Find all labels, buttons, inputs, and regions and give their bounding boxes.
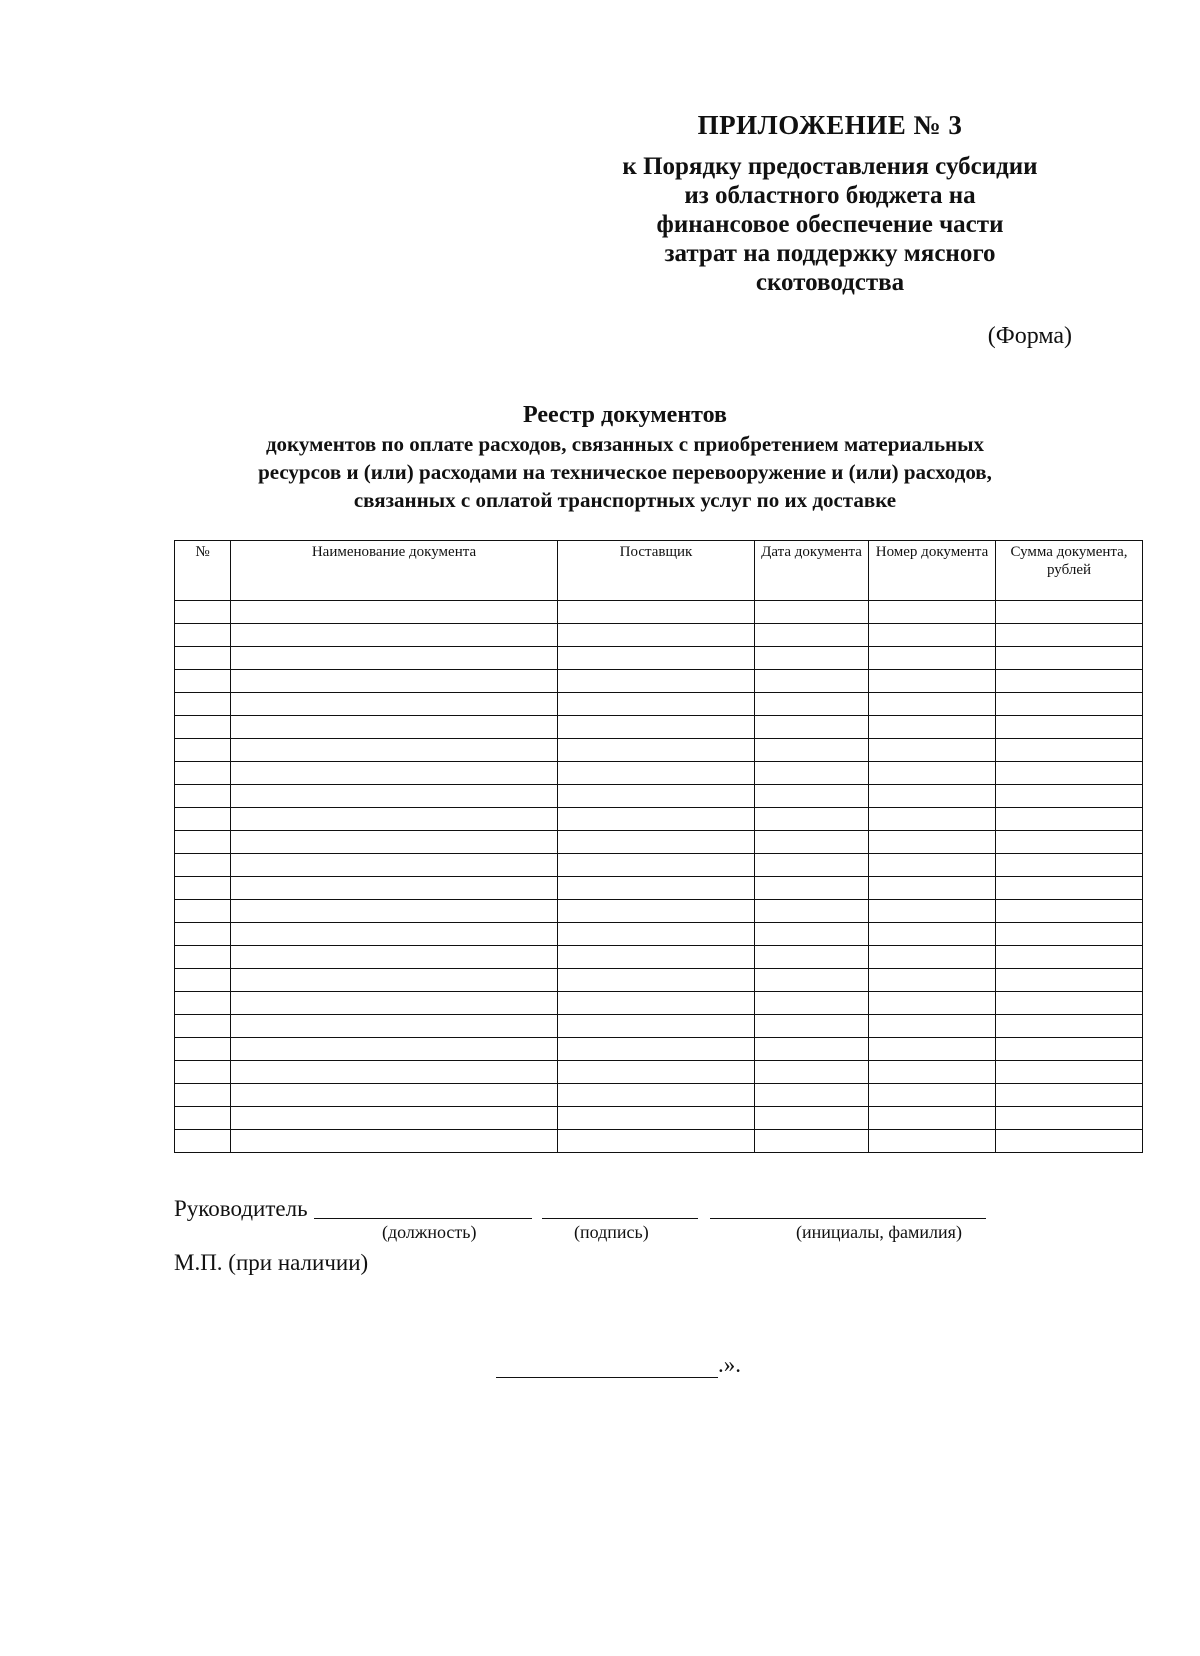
header-number: № bbox=[175, 541, 231, 601]
table-cell bbox=[755, 762, 869, 785]
table-cell bbox=[558, 900, 755, 923]
table-cell bbox=[231, 1107, 558, 1130]
table-cell bbox=[175, 946, 231, 969]
table-cell bbox=[996, 1107, 1143, 1130]
name-line bbox=[710, 1218, 986, 1219]
table-cell bbox=[755, 1061, 869, 1084]
table-cell bbox=[869, 854, 996, 877]
table-cell bbox=[996, 831, 1143, 854]
table-cell bbox=[869, 969, 996, 992]
table-cell bbox=[175, 647, 231, 670]
appendix-line: затрат на поддержку мясного bbox=[664, 240, 996, 267]
table-cell bbox=[869, 647, 996, 670]
table-row bbox=[175, 969, 1143, 992]
table-row bbox=[175, 647, 1143, 670]
table-cell bbox=[996, 670, 1143, 693]
seal-note: М.П. (при наличии) bbox=[174, 1250, 369, 1275]
registry-title: Реестр документов bbox=[523, 402, 727, 428]
appendix-line: финансовое обеспечение части bbox=[656, 211, 1004, 238]
table-cell bbox=[755, 1015, 869, 1038]
table-cell bbox=[755, 854, 869, 877]
table-cell bbox=[996, 900, 1143, 923]
header-supplier: Поставщик bbox=[558, 541, 755, 601]
table-cell bbox=[996, 762, 1143, 785]
table-cell bbox=[175, 762, 231, 785]
table-cell bbox=[231, 716, 558, 739]
table-cell bbox=[558, 808, 755, 831]
table-cell bbox=[231, 992, 558, 1015]
table-cell bbox=[558, 647, 755, 670]
table-cell bbox=[869, 1107, 996, 1130]
table-cell bbox=[996, 854, 1143, 877]
table-cell bbox=[231, 739, 558, 762]
table-cell bbox=[175, 1038, 231, 1061]
header-document-name: Наименование документа bbox=[231, 541, 558, 601]
table-header-row bbox=[175, 541, 1143, 601]
table-row bbox=[175, 900, 1143, 923]
table-cell bbox=[558, 601, 755, 624]
table-cell bbox=[996, 785, 1143, 808]
registry-heading bbox=[150, 400, 1100, 514]
table-row bbox=[175, 831, 1143, 854]
table-cell bbox=[231, 1015, 558, 1038]
appendix-line: скотоводства bbox=[755, 269, 905, 296]
table-row bbox=[175, 992, 1143, 1015]
table-cell bbox=[231, 1130, 558, 1153]
table-cell bbox=[558, 854, 755, 877]
table-cell bbox=[869, 1084, 996, 1107]
table-row bbox=[175, 1130, 1143, 1153]
table-row bbox=[175, 785, 1143, 808]
table-cell bbox=[996, 923, 1143, 946]
table-cell bbox=[231, 601, 558, 624]
appendix-reference bbox=[590, 152, 1070, 297]
registry-subtitle-line: ресурсов и (или) расходами на техническое перевооружение и (или) расходов, bbox=[258, 460, 992, 484]
form-label: (Форма) bbox=[987, 323, 1072, 349]
table-cell bbox=[996, 1061, 1143, 1084]
table-cell bbox=[231, 1061, 558, 1084]
table-cell bbox=[175, 992, 231, 1015]
table-cell bbox=[869, 923, 996, 946]
table-cell bbox=[558, 992, 755, 1015]
table-cell bbox=[175, 877, 231, 900]
table-cell bbox=[869, 900, 996, 923]
table-cell bbox=[175, 739, 231, 762]
table-cell bbox=[558, 831, 755, 854]
table-cell bbox=[755, 693, 869, 716]
table-cell bbox=[755, 946, 869, 969]
appendix-line: из областного бюджета на bbox=[684, 182, 976, 209]
table-cell bbox=[175, 670, 231, 693]
table-cell bbox=[869, 739, 996, 762]
table-cell bbox=[869, 1061, 996, 1084]
appendix-title: ПРИЛОЖЕНИЕ № 3 bbox=[697, 110, 963, 140]
table-cell bbox=[869, 992, 996, 1015]
table-cell bbox=[869, 693, 996, 716]
table-cell bbox=[558, 670, 755, 693]
table-cell bbox=[231, 854, 558, 877]
table-cell bbox=[996, 1130, 1143, 1153]
table-cell bbox=[175, 1084, 231, 1107]
table-row bbox=[175, 762, 1143, 785]
table-cell bbox=[175, 1015, 231, 1038]
table-cell bbox=[869, 808, 996, 831]
table-cell bbox=[175, 854, 231, 877]
table-row bbox=[175, 877, 1143, 900]
table-cell bbox=[755, 969, 869, 992]
table-cell bbox=[755, 1107, 869, 1130]
table-cell bbox=[996, 808, 1143, 831]
table-cell bbox=[558, 1130, 755, 1153]
caption-name: (инициалы, фамилия) bbox=[796, 1222, 962, 1242]
table-row bbox=[175, 946, 1143, 969]
table-row bbox=[175, 1107, 1143, 1130]
table-cell bbox=[175, 693, 231, 716]
table-row bbox=[175, 1061, 1143, 1084]
table-cell bbox=[175, 716, 231, 739]
table-cell bbox=[558, 1084, 755, 1107]
table-cell bbox=[996, 624, 1143, 647]
table-cell bbox=[869, 601, 996, 624]
table-cell bbox=[996, 1015, 1143, 1038]
table-cell bbox=[869, 1038, 996, 1061]
table-cell bbox=[175, 1130, 231, 1153]
table-cell bbox=[996, 1084, 1143, 1107]
signature-label: Руководитель bbox=[174, 1196, 308, 1221]
signature-line bbox=[542, 1218, 698, 1219]
table-cell bbox=[755, 900, 869, 923]
table-cell bbox=[558, 923, 755, 946]
table-cell bbox=[231, 877, 558, 900]
appendix-line: к Порядку предоставления субсидии bbox=[622, 153, 1038, 180]
table-cell bbox=[231, 923, 558, 946]
table-cell bbox=[231, 693, 558, 716]
table-cell bbox=[231, 831, 558, 854]
table-cell bbox=[755, 1130, 869, 1153]
table-cell bbox=[869, 1130, 996, 1153]
table-cell bbox=[175, 624, 231, 647]
table-cell bbox=[996, 739, 1143, 762]
header-document-date: Дата документа bbox=[755, 541, 869, 601]
table-cell bbox=[755, 808, 869, 831]
registry-subtitle-line: связанных с оплатой транспортных услуг по их доставке bbox=[353, 488, 897, 512]
position-line bbox=[314, 1218, 532, 1219]
closing-mark bbox=[496, 1352, 741, 1378]
table-cell bbox=[175, 601, 231, 624]
table-row bbox=[175, 808, 1143, 831]
table-cell bbox=[869, 762, 996, 785]
table-cell bbox=[175, 1107, 231, 1130]
table-cell bbox=[755, 992, 869, 1015]
header-document-sum: Сумма документа, рублей bbox=[996, 541, 1143, 601]
table-cell bbox=[558, 762, 755, 785]
appendix-header bbox=[590, 108, 1070, 297]
header-document-number: Номер документа bbox=[869, 541, 996, 601]
closing-line bbox=[496, 1353, 718, 1378]
table-cell bbox=[175, 1061, 231, 1084]
table-cell bbox=[869, 1015, 996, 1038]
table-cell bbox=[996, 1038, 1143, 1061]
table-cell bbox=[996, 716, 1143, 739]
table-cell bbox=[231, 670, 558, 693]
table-row bbox=[175, 716, 1143, 739]
table-cell bbox=[869, 877, 996, 900]
table-cell bbox=[869, 670, 996, 693]
caption-signature: (подпись) bbox=[574, 1222, 649, 1242]
table-cell bbox=[231, 808, 558, 831]
table-cell bbox=[996, 693, 1143, 716]
table-cell bbox=[755, 624, 869, 647]
table-row bbox=[175, 624, 1143, 647]
table-cell bbox=[755, 601, 869, 624]
table-cell bbox=[175, 900, 231, 923]
table-cell bbox=[755, 739, 869, 762]
table-cell bbox=[996, 992, 1143, 1015]
table-cell bbox=[996, 969, 1143, 992]
table-cell bbox=[231, 624, 558, 647]
table-cell bbox=[558, 624, 755, 647]
table-cell bbox=[755, 1084, 869, 1107]
table-row bbox=[175, 923, 1143, 946]
table-cell bbox=[755, 877, 869, 900]
table-cell bbox=[755, 785, 869, 808]
table-cell bbox=[755, 1038, 869, 1061]
table-cell bbox=[231, 946, 558, 969]
table-cell bbox=[558, 1107, 755, 1130]
table-cell bbox=[869, 946, 996, 969]
table-cell bbox=[175, 831, 231, 854]
table-cell bbox=[231, 900, 558, 923]
caption-position: (должность) bbox=[382, 1222, 477, 1242]
table-row bbox=[175, 739, 1143, 762]
table-cell bbox=[558, 739, 755, 762]
table-cell bbox=[231, 647, 558, 670]
table-cell bbox=[755, 716, 869, 739]
table-cell bbox=[231, 1038, 558, 1061]
table-body bbox=[175, 601, 1143, 1153]
table-cell bbox=[755, 923, 869, 946]
table-row bbox=[175, 693, 1143, 716]
table-cell bbox=[996, 946, 1143, 969]
table-cell bbox=[558, 877, 755, 900]
table-cell bbox=[869, 716, 996, 739]
table-cell bbox=[755, 831, 869, 854]
table-row bbox=[175, 1084, 1143, 1107]
table-cell bbox=[558, 693, 755, 716]
table-cell bbox=[755, 647, 869, 670]
table-cell bbox=[175, 808, 231, 831]
table-row bbox=[175, 1015, 1143, 1038]
table-cell bbox=[231, 785, 558, 808]
table-row bbox=[175, 601, 1143, 624]
table-cell bbox=[996, 877, 1143, 900]
table-cell bbox=[558, 785, 755, 808]
registry-subtitle-line: документов по оплате расходов, связанных с приобретением материальных bbox=[265, 432, 985, 456]
table-cell bbox=[996, 647, 1143, 670]
table-cell bbox=[996, 601, 1143, 624]
registry-table bbox=[174, 540, 1143, 1153]
table-cell bbox=[558, 946, 755, 969]
table-row bbox=[175, 854, 1143, 877]
table-cell bbox=[175, 785, 231, 808]
table-cell bbox=[558, 1015, 755, 1038]
table-cell bbox=[869, 831, 996, 854]
table-cell bbox=[231, 1084, 558, 1107]
table-cell bbox=[558, 1038, 755, 1061]
table-cell bbox=[558, 969, 755, 992]
table-cell bbox=[175, 923, 231, 946]
table-cell bbox=[558, 1061, 755, 1084]
table-row bbox=[175, 670, 1143, 693]
table-cell bbox=[231, 762, 558, 785]
table-row bbox=[175, 1038, 1143, 1061]
table-cell bbox=[869, 785, 996, 808]
table-cell bbox=[558, 716, 755, 739]
closing-text: .». bbox=[718, 1352, 741, 1377]
table-cell bbox=[869, 624, 996, 647]
table-cell bbox=[175, 969, 231, 992]
table-cell bbox=[231, 969, 558, 992]
table-cell bbox=[755, 670, 869, 693]
